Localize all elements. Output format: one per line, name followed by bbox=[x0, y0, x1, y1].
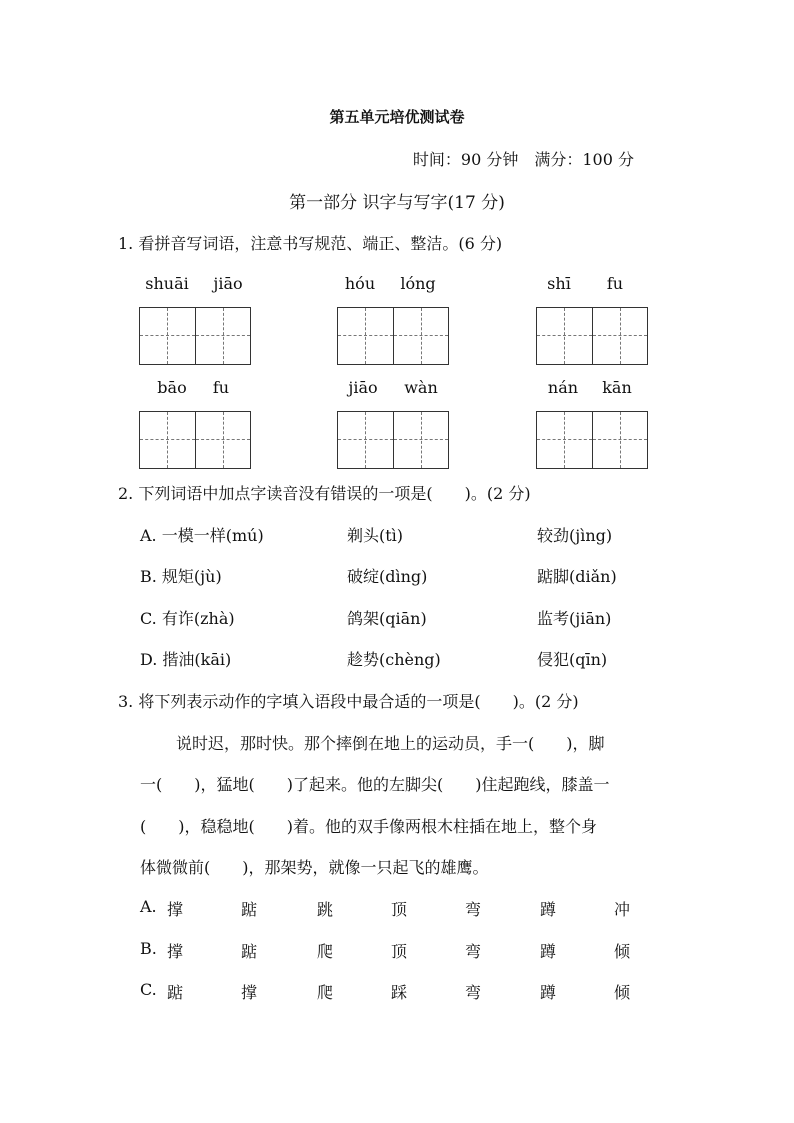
writing-box[interactable] bbox=[139, 411, 251, 469]
pinyin: nán bbox=[547, 378, 579, 397]
option-char: 跳 bbox=[317, 900, 334, 919]
option-char: 倾 bbox=[614, 983, 631, 1002]
option-char: 撑 bbox=[241, 983, 258, 1002]
option-char: 弯 bbox=[465, 942, 482, 961]
option-label: D. 揩油(kāi) bbox=[140, 650, 232, 669]
option-word: 踮脚(diǎn) bbox=[537, 567, 617, 586]
option-char: 顶 bbox=[391, 942, 408, 961]
writing-box[interactable] bbox=[139, 307, 251, 365]
option-word: 鸽架(qiān) bbox=[347, 609, 427, 628]
option-label: A. 一模一样(mú) bbox=[140, 526, 264, 545]
option-label: C. 有诈(zhà) bbox=[140, 609, 235, 628]
pinyin: bāo bbox=[157, 378, 187, 397]
passage-line: 一( )，猛地( )了起来。他的左脚尖( )住起跑线，膝盖一 bbox=[140, 775, 610, 794]
option-char: 爬 bbox=[317, 983, 334, 1002]
option-char: 弯 bbox=[465, 900, 482, 919]
option-label: B. bbox=[140, 939, 157, 958]
pinyin: jiāo bbox=[348, 378, 378, 397]
option-word: 侵犯(qīn) bbox=[537, 650, 608, 669]
option-char: 蹲 bbox=[540, 983, 557, 1002]
question-2-prompt: 2. 下列词语中加点字读音没有错误的一项是( )。(2 分) bbox=[118, 484, 531, 503]
option-char: 踮 bbox=[241, 900, 258, 919]
option-char: 蹲 bbox=[540, 900, 557, 919]
option-char: 撑 bbox=[167, 942, 184, 961]
option-char: 撑 bbox=[167, 900, 184, 919]
passage-line: 说时迟，那时快。那个摔倒在地上的运动员，手一( )，脚 bbox=[176, 734, 605, 753]
question-3-prompt: 3. 将下列表示动作的字填入语段中最合适的一项是( )。(2 分) bbox=[118, 692, 579, 711]
pinyin: shuāi bbox=[145, 274, 189, 293]
section-heading: 第一部分 识字与写字(17 分) bbox=[289, 193, 505, 213]
option-char: 踮 bbox=[167, 983, 184, 1002]
option-word: 监考(jiān) bbox=[537, 609, 612, 628]
option-char: 爬 bbox=[317, 942, 334, 961]
option-label: A. bbox=[140, 897, 157, 916]
option-char: 倾 bbox=[614, 942, 631, 961]
page-title: 第五单元培优测试卷 bbox=[329, 108, 465, 126]
option-label: C. bbox=[140, 980, 157, 999]
writing-box[interactable] bbox=[337, 307, 449, 365]
option-label: B. 规矩(jù) bbox=[140, 567, 222, 586]
pinyin: shī bbox=[547, 274, 571, 293]
option-word: 破绽(dìng) bbox=[347, 567, 428, 586]
option-char: 冲 bbox=[614, 900, 631, 919]
option-word: 剃头(tì) bbox=[347, 526, 404, 545]
pinyin: lóng bbox=[400, 274, 436, 293]
option-char: 蹲 bbox=[540, 942, 557, 961]
option-word: 趁势(chèng) bbox=[347, 650, 441, 669]
option-char: 踮 bbox=[241, 942, 258, 961]
pinyin: wàn bbox=[404, 378, 438, 397]
question-1-prompt: 1. 看拼音写词语，注意书写规范、端正、整洁。(6 分) bbox=[118, 234, 503, 253]
writing-box[interactable] bbox=[536, 411, 648, 469]
pinyin: kān bbox=[602, 378, 632, 397]
pinyin: hóu bbox=[344, 274, 376, 293]
option-char: 弯 bbox=[465, 983, 482, 1002]
option-char: 顶 bbox=[391, 900, 408, 919]
passage-line: ( )，稳稳地( )着。他的双手像两根木柱插在地上，整个身 bbox=[140, 817, 597, 836]
writing-box[interactable] bbox=[536, 307, 648, 365]
option-char: 踩 bbox=[391, 983, 408, 1002]
pinyin: fu bbox=[212, 378, 230, 397]
pinyin: fu bbox=[606, 274, 624, 293]
exam-meta: 时间：90 分钟 满分：100 分 bbox=[412, 150, 634, 169]
writing-box[interactable] bbox=[337, 411, 449, 469]
pinyin: jiāo bbox=[213, 274, 243, 293]
option-word: 较劲(jìng) bbox=[537, 526, 613, 545]
passage-line: 体微微前( )，那架势，就像一只起飞的雄鹰。 bbox=[140, 858, 489, 877]
